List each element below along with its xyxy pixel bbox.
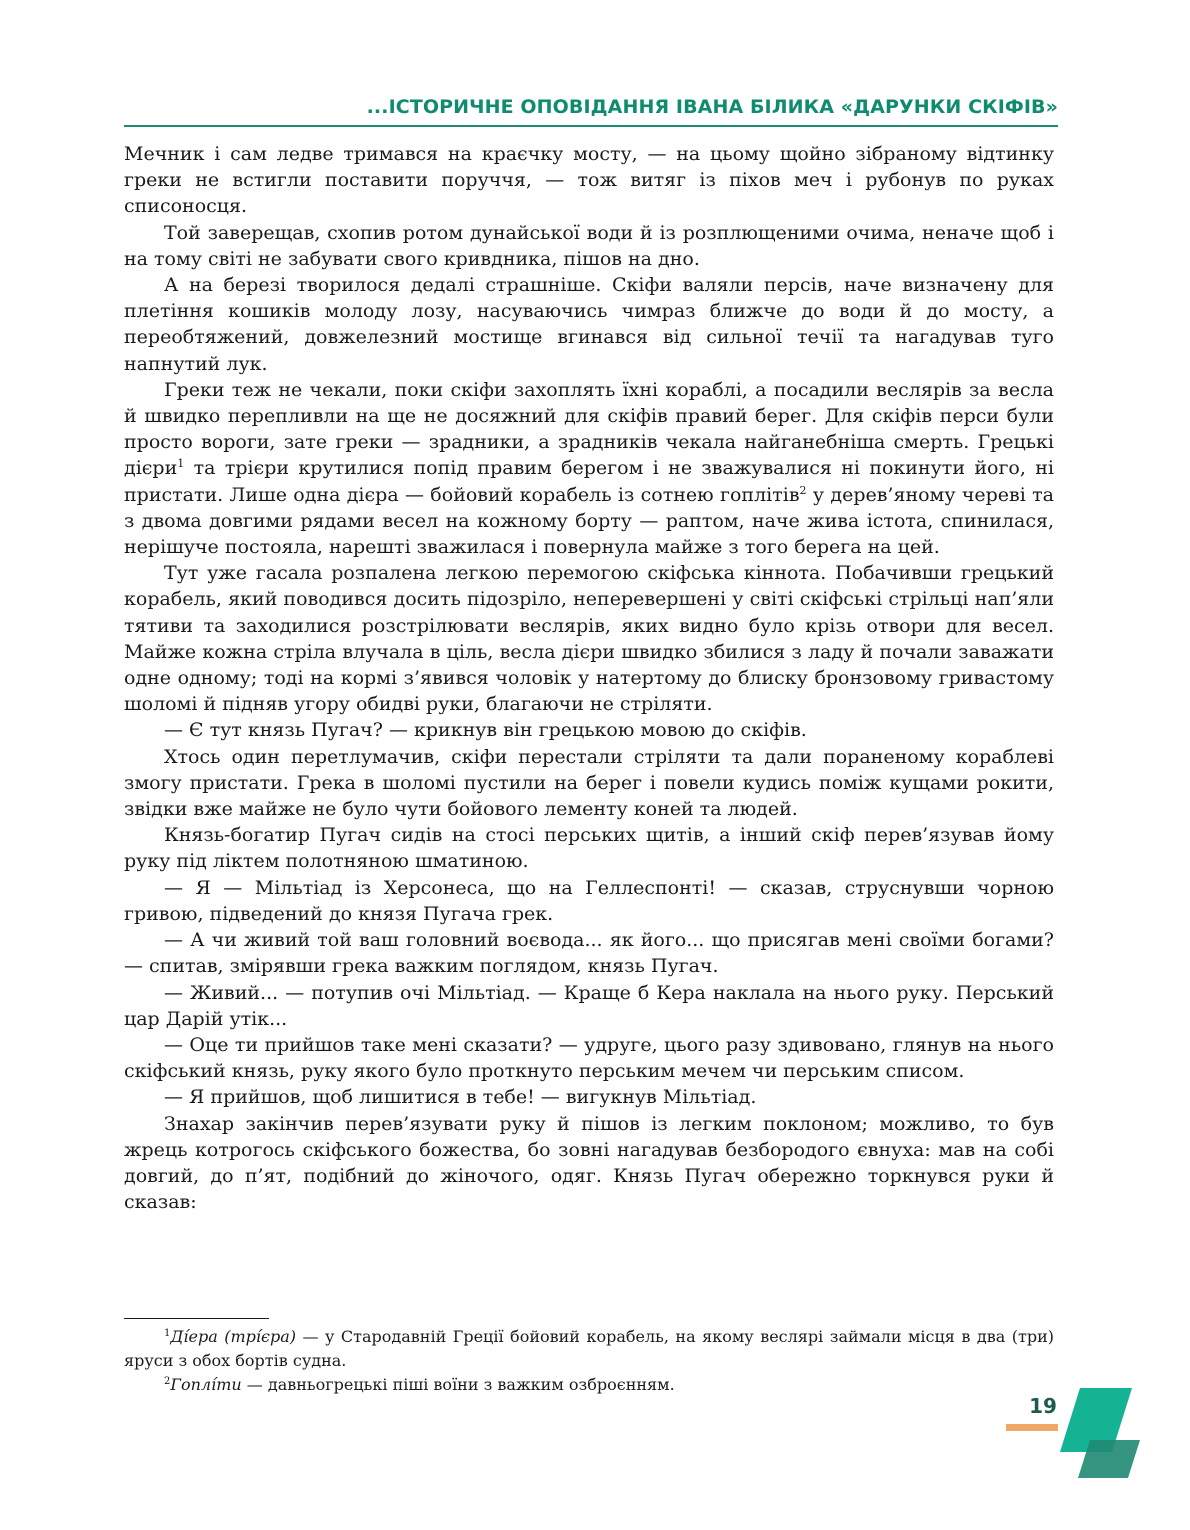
paragraph-8: Князь-богатир Пугач сидів на стосі перських щитів, а інший скіф перев’язував йому руку під ліктем полотняною шматиною. <box>124 824 1054 873</box>
footnote-ref-1[interactable]: 1 <box>177 457 185 471</box>
paragraph-12: — Оце ти прийшов таке мені сказати? — удруге, цього разу здивовано, глянув на нього скіфський князь, руку якого було проткнуто перським мечем чи перським списом. <box>124 1033 1054 1083</box>
footnote-2-number: 2 <box>164 1376 171 1387</box>
paragraph-1: Мечник і сам ледве тримався на краєчку мосту, — на цьому щойно зібраному відтинку греки не встигли поставити поруччя, — тож витяг із піхов меч і рубонув по руках списоносця. <box>124 143 1054 218</box>
footnote-2-term: Гоплі́ти <box>170 1375 242 1394</box>
paragraph-10: — А чи живий той ваш головний воєвода... як його... що присягав мені своїми богами? — спитав, змірявши грека важким поглядом, князь Пугач. <box>124 929 1054 978</box>
paragraph-4 <box>124 377 1054 560</box>
paragraph-13: — Я прийшов, щоб лишитися в тебе! — вигукнув Мільтіад. <box>164 1086 757 1109</box>
footnote-2 <box>124 1373 1054 1397</box>
footnote-1 <box>124 1325 1054 1373</box>
paragraph-6: — Є тут князь Пугач? — крикнув він грецькою мовою до скіфів. <box>164 719 807 742</box>
paragraph-5: Тут уже гасала розпалена легкою перемогою скіфська кіннота. Побачивши грецький корабель, який поводився досить підозріло, неперевершені у світі скіфські стрільці нап’яли тятиви та заходилися розстрілювати веслярів, яких видно було крізь отвори для весел. Майже кожна стріла влучала в ціль, весла дієри швидко збилися з ладу й почали заважати одне одному; тоді на кормі з’явився чоловік у натертому до блиску бронзовому гривастому шоломі й підняв угору обидві руки, благаючи не стріляти. <box>124 562 1054 716</box>
page-number-underline <box>1006 1424 1058 1431</box>
main-text <box>124 141 1054 1215</box>
footnote-1-term: Ді́ера (трі́єра) <box>170 1327 296 1346</box>
paragraph-11: — Живий... — потупив очі Мільтіад. — Краще б Кера наклала на нього руку. Перський цар Дарій утік... <box>124 981 1054 1030</box>
paragraph-4-part-c: у дерев’яному череві та з двома довгими рядами весел на кожному борту — раптом, наче жива істота, спинилася, нерішуче постояла, нарешті зважилася і повернула майже з того берега на цей. <box>124 483 1054 559</box>
header-rule <box>124 125 1058 127</box>
footnote-ref-2[interactable]: 2 <box>799 483 807 497</box>
paragraph-7: Хтось один перетлумачив, скіфи перестали стріляти та дали пораненому кораблеві змогу пристати. Грека в шоломі пустили на берег і повели кудись поміж кущами рокити, звідки вже майже не було чути бойового лементу коней та людей. <box>124 745 1054 821</box>
footnote-rule <box>124 1318 269 1319</box>
page-number: 19 <box>1029 1394 1057 1418</box>
running-header: ...ІСТОРИЧНЕ ОПОВІДАННЯ ІВАНА БІЛИКА «ДАРУНКИ СКІФІВ» <box>366 96 1058 118</box>
paragraph-4-part-a: Греки теж не чекали, поки скіфи захоплять їхні кораблі, а посадили веслярів за весла й швидко перепливли на ще не досяжний для скіфів правий берег. Для скіфів перси були просто вороги, зате греки — зрадники, а зрадників чекала найганебніша смерть. Грецькі дієри <box>124 378 1054 480</box>
corner-decoration-icon <box>1058 1388 1168 1478</box>
paragraph-4-part-b: та трієри крутилися попід правим берегом і не зважувалися ні покинути його, ні пристати. Лише одна дієра — бойовий корабель із сотнею гоплітів <box>124 457 1054 506</box>
footnote-2-text: — давньогрецькі піші воїни з важким озброєнням. <box>241 1375 675 1394</box>
footnote-1-number: 1 <box>164 1328 171 1339</box>
paragraph-3: А на березі творилося дедалі страшніше. Скіфи валяли персів, наче визначену для плетіння кошиків молоду лозу, насуваючись чимраз ближче до води й до мосту, а переобтяжений, довжелезний мостище вгинався від сильної течії та нагадував туго напнутий лук. <box>124 274 1054 375</box>
footnotes <box>124 1325 1054 1397</box>
paragraph-9: — Я — Мільтіад із Херсонеса, що на Геллеспонті! — сказав, струснувши чорною гривою, підведений до князя Пугача грек. <box>124 876 1054 925</box>
footnote-1-text: — у Стародавній Греції бойовий корабель, на якому веслярі займали місця в два (три) яруси з обох бортів судна. <box>124 1327 1054 1370</box>
paragraph-14: Знахар закінчив перев’язувати руку й пішов із легким поклоном; можливо, то був жрець котрогось скіфського божества, бо зовні нагадував безбородого євнуха: мав на собі довгий, до п’ят, подібний до жіночого, одяг. Князь Пугач обережно торкнувся руки й сказав: <box>124 1112 1054 1214</box>
paragraph-2: Той заверещав, схопив ротом дунайської води й із розплющеними очима, неначе щоб і на тому світі не забувати свого кривдника, пішов на дно. <box>124 221 1054 270</box>
